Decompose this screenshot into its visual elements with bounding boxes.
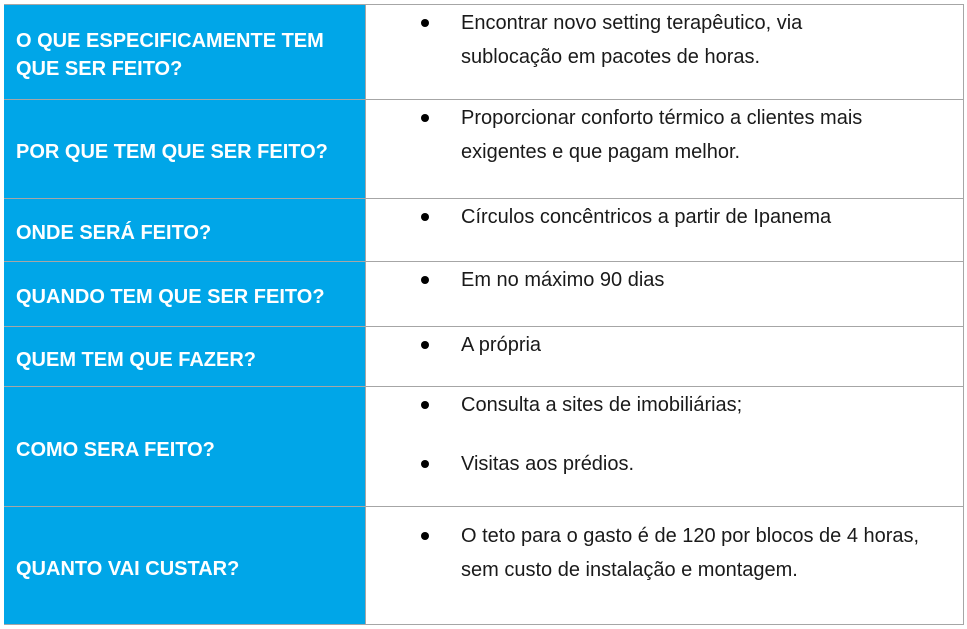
row-value-who bbox=[366, 327, 964, 386]
row-label-text: O QUE ESPECIFICAMENTE TEM QUE SER FEITO? bbox=[16, 30, 324, 80]
row-label-who bbox=[4, 327, 366, 386]
row-label-text: QUANTO VAI CUSTAR? bbox=[16, 557, 240, 580]
item-spacer bbox=[366, 422, 963, 447]
plan-table bbox=[4, 4, 964, 625]
bullet-icon bbox=[421, 19, 429, 27]
table-row-why bbox=[4, 100, 964, 199]
list-item bbox=[366, 263, 963, 297]
list-item bbox=[366, 388, 963, 422]
table-row-how bbox=[4, 387, 964, 507]
row-value-what bbox=[366, 5, 964, 99]
bullet-icon bbox=[421, 401, 429, 409]
row-label-text: COMO SERA FEITO? bbox=[16, 438, 215, 461]
list-item-text: Encontrar novo setting terapêutico, via sublocação em pacotes de horas. bbox=[461, 12, 803, 68]
list-item bbox=[366, 6, 963, 74]
row-label-why bbox=[4, 100, 366, 198]
list-item-text: Consulta a sites de imobiliárias; bbox=[461, 394, 743, 416]
list-item bbox=[366, 447, 963, 481]
table-row-where bbox=[4, 199, 964, 262]
row-label-text: QUANDO TEM QUE SER FEITO? bbox=[16, 286, 325, 308]
row-value-why bbox=[366, 100, 964, 198]
bullet-icon bbox=[421, 276, 429, 284]
bullet-icon bbox=[421, 532, 429, 540]
table-row-who bbox=[4, 327, 964, 387]
table-row-cost bbox=[4, 507, 964, 625]
list-item-text: Em no máximo 90 dias bbox=[461, 269, 665, 291]
row-label-how bbox=[4, 387, 366, 506]
bullet-icon bbox=[421, 213, 429, 221]
row-value-where bbox=[366, 199, 964, 261]
list-item bbox=[366, 101, 963, 169]
list-item-text: Proporcionar conforto térmico a clientes mais exigentes e que pagam melhor. bbox=[461, 107, 863, 163]
list-item-text: A própria bbox=[461, 334, 542, 356]
bullet-icon bbox=[421, 341, 429, 349]
table-row-what bbox=[4, 5, 964, 100]
row-value-how bbox=[366, 387, 964, 506]
list-item bbox=[366, 200, 963, 234]
table-row-when bbox=[4, 262, 964, 327]
bullet-icon bbox=[421, 460, 429, 468]
row-value-cost bbox=[366, 507, 964, 624]
row-value-when bbox=[366, 262, 964, 326]
row-label-where bbox=[4, 199, 366, 261]
row-label-text: ONDE SERÁ FEITO? bbox=[16, 222, 212, 244]
row-label-text: POR QUE TEM QUE SER FEITO? bbox=[16, 141, 328, 163]
list-item-text: O teto para o gasto é de 120 por blocos de 4 horas, sem custo de instalação e montagem. bbox=[461, 525, 920, 581]
list-item bbox=[366, 519, 963, 587]
list-item-text: Círculos concêntricos a partir de Ipanema bbox=[461, 206, 832, 228]
list-item-text: Visitas aos prédios. bbox=[461, 453, 635, 475]
list-item bbox=[366, 328, 963, 362]
bullet-icon bbox=[421, 114, 429, 122]
row-label-cost bbox=[4, 507, 366, 624]
row-label-when bbox=[4, 262, 366, 326]
row-label-what bbox=[4, 5, 366, 99]
row-label-text: QUEM TEM QUE FAZER? bbox=[16, 348, 256, 371]
